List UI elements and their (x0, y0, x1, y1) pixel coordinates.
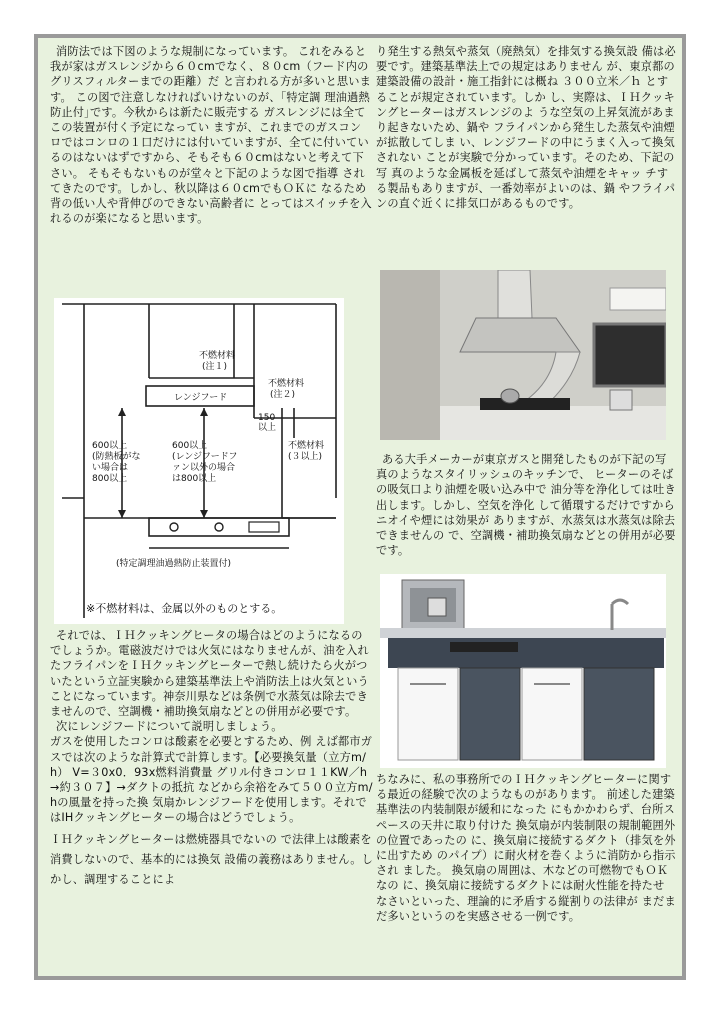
label-funen2: 不燃材料 (268, 379, 305, 389)
left-paragraph-2 (50, 628, 374, 890)
diagram-note: ※不燃材料は、金属以外のものとする。 (86, 602, 283, 615)
kitchen-photo-drawing (380, 574, 666, 768)
right-paragraph-3 (376, 772, 676, 924)
right-paragraph-2 (376, 452, 676, 558)
left-text-3: 次にレンジフードについて説明しましょう。 (56, 720, 283, 734)
label-rangehood: レンジフード (174, 393, 228, 403)
label-600a-2: (防熱板がな (92, 452, 141, 462)
label-funen1: 不燃材料 (199, 351, 236, 361)
left-text-5: ＩＨクッキングヒーターは燃焼器具でないの で法律上は酸素を消費しないので、基本的には換気 設備の義務はありません。しかし、調理することによ (50, 832, 374, 886)
diagram-drawing (54, 298, 344, 624)
range-hood-photo (380, 270, 666, 440)
right-text-2: ある大手メーカーが東京ガスと開発したものが下記の写真のようなスタイリッシュのキッチンで、 ヒーターのそばの吸気口より油煙を吸い込み中で 油分等を浄化しては吐き出します。しかし、空気を浄化 して循環するだけですからニオイや煙には効果が ありますが、水蒸気は水蒸気は除去できませんの で、空調機・補助換気扇などとの併用が必要です。 (376, 453, 676, 558)
label-150b: 以上 (258, 423, 277, 433)
label-150: 150 (258, 413, 276, 423)
label-600b-2: (レンジフードフ (172, 452, 238, 462)
label-600a-3: い場合は (92, 463, 129, 473)
label-chu3: (３以上) (288, 452, 323, 462)
left-text-2: それでは、ＩＨクッキングヒータの場合はどのようになるのでしょうか。電磁波だけでは火気にはなりませんが、油を入れたフライパンをＩＨクッキングヒーターで熱し続けたら火がついたという立証実験から建築基準法上や消防法上は火気ということになっています。神奈川県などは条例で水蒸気は除去できませんので、空調機・補助換気扇などとの併用が必要です。 (50, 629, 369, 719)
fire-code-diagram (54, 298, 344, 624)
label-funen3: 不燃材料 (288, 441, 325, 451)
left-text-4: ガスを使用したコンロは酸素を必要とするため、例 えば都市ガスでは次のような計算式で計算します。【必要換気量（立方m/h） V=３0x0．93x燃料消費量 グリル付きコンロ１１KW／h→約３０７】→ダクトの抵抗 などから余裕をみて５００立方m/hの風量を持った換 気扇かレンジフードを使用します。それではIHクッキングヒーターの場合はどうでしょう。 (50, 735, 373, 825)
range-hood-photo-drawing (380, 270, 666, 440)
label-600b-1: 600以上 (172, 441, 208, 451)
kitchen-photo (380, 574, 666, 768)
label-600b-4: は800以上 (172, 474, 217, 484)
right-text-1: り発生する熱気や蒸気（廃熱気）を排気する換気設 備は必要です。建築基準法上での規定はありません が、東京都の建築設備の設計・施工指針には概ね ３００立米／ｈ とすることが規定されています。しか し、実際は、ＩＨクッキングヒーターはガスレンジのよ うな空気の上昇気流があまり起きないため、鍋や フライパンから発生した蒸気や油煙が拡散してしま い、レンジフードの中にうまく入って換気されない ことが実験で分かっています。そのため、下記の写 真のような金属板を延ばして蒸気や油煙をキャッ チする製品もありますが、一番効率がよいのは、鍋 やフライパンの直ぐ近くに排気口があるものです。 (376, 45, 676, 211)
label-600a-1: 600以上 (92, 441, 128, 451)
label-stove: (特定調理油過熱防止装置付) (116, 559, 232, 569)
right-paragraph-1 (376, 44, 676, 211)
label-600b-3: ァン以外の場合 (172, 463, 236, 473)
left-paragraph-1 (50, 44, 372, 226)
label-600a-4: 800以上 (92, 474, 128, 484)
label-chu2: (注２) (270, 390, 296, 400)
right-text-3: ちなみに、私の事務所でのＩＨクッキングヒーターに関する最近の経験で次のようなものがあります。 前述した建築基準法の内装制限が緩和になった にもかかわらず、台所スペースの天井に取り付けた 換気扇が内装制限の規制範囲外の位置であったの に、換気扇に接続するダクト（排気を外に出すため のパイプ）に耐火材を巻くように消防から指示され ました。 換気扇の周囲は、木などの可燃物でもＯＫなの に、換気扇に接続するダクトには耐火性能を持たせ なさいといった、理論的に矛盾する縦割りの法律が まだまだ多いというのを実感させる一例です。 (376, 773, 676, 923)
label-chu1: (注１) (202, 362, 228, 372)
left-text-1: 消防法では下図のような規制になっています。 これをみると我が家はガスレンジから６０cmでなく、８０cm（フード内のグリスフィルターまでの距離）だ と言われる方が多いと思います。 この図で注意しなければいけないのが、｢特定調 理油過熱防止付｣です。今秋からは新たに販売する ガスレンジには全てこの装置が付く予定になってい ますが、これまでのガスコンロではコンロの１口だけには付いていますが、全てに付いているのはないはずですから、そもそも６０cmはないと考えて下さい。 そもそもないものが堂々と下記のような図で指導 されてきたのです。しかし、秋以降は６０cmでもＯＫに なるため背の低い人や背伸びのできない高齢者に とってはスイッチを入れるのが楽になると思います。 (50, 45, 372, 226)
